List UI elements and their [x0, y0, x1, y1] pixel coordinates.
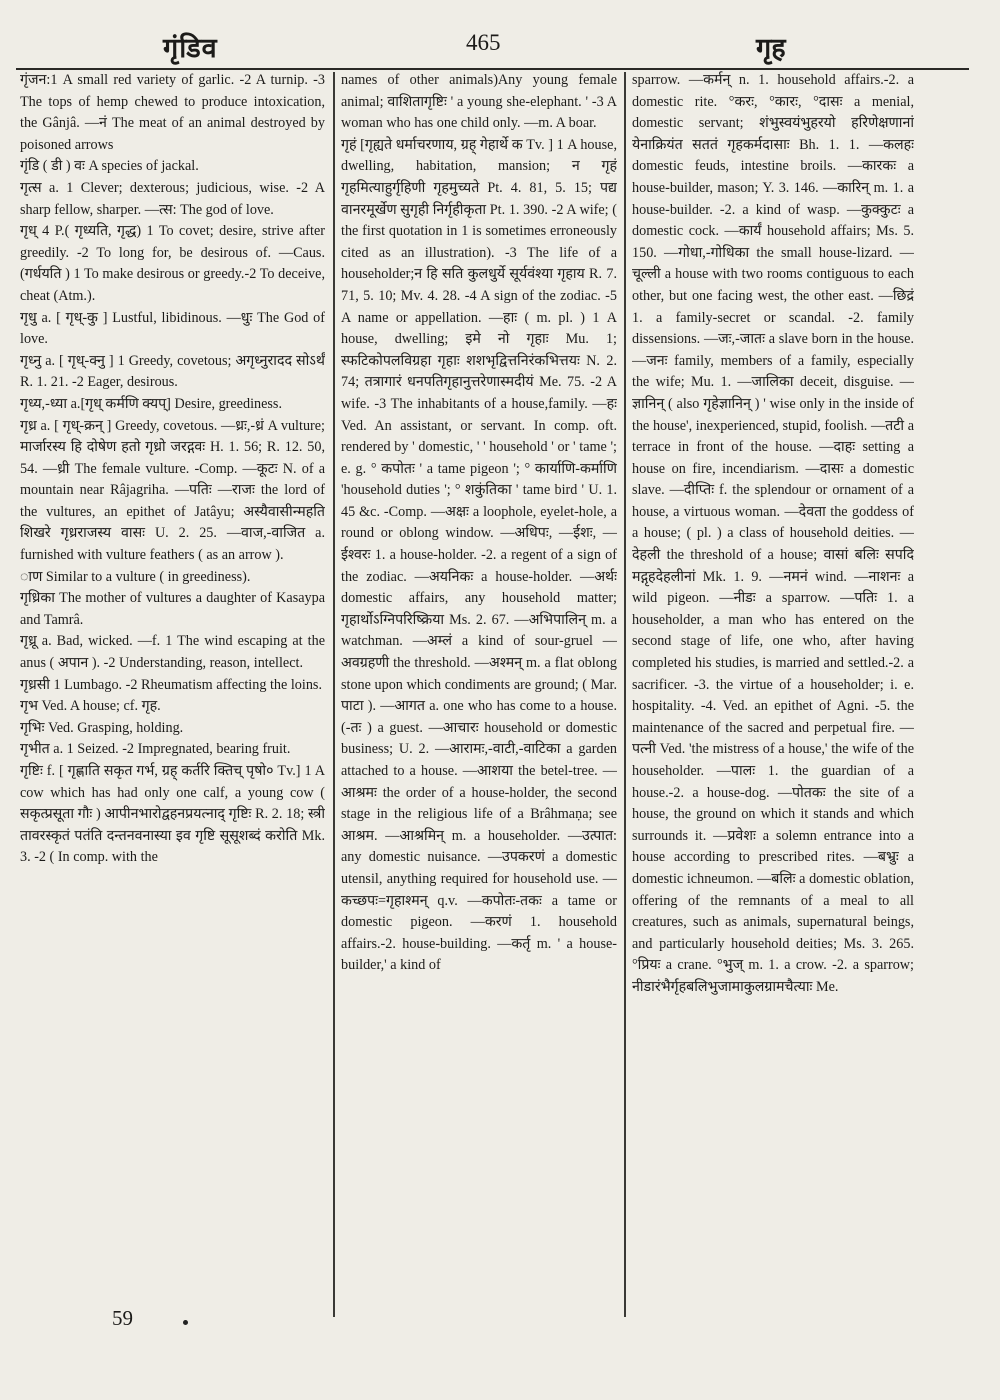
dictionary-entry: गृंडि ( डी ) वः A species of jackal. [20, 158, 199, 175]
footer-dot [183, 1320, 188, 1325]
dictionary-entry: गृध्र a. [ गृध्-क्रन् ] Greedy, covetous. —ध्रः,-ध्रं A vulture; मार्जारस्य हि दोषेण हतो गृध्रो जरद्गवः H. 1. 56; R. 12. 50, 54. —ध्री The female vulture. -Comp. —कूटः N. of a mountain near Râjagriha. —पतिः —राजः the lord of the vultures, an epithet of Jatâyu; अस्यैवासीन्महति शिखरे गृध्रराजस्य वासः U. 2. 25. —वाज,-वाजित a. furnished with vulture feathers ( as an arrow ). [20, 417, 325, 564]
column-divider-2 [624, 72, 626, 1317]
dictionary-entry: गृध्रू a. Bad, wicked. —f. 1 The wind escaping at the anus ( अपान ). -2 Understanding, reason, intellect. [20, 633, 325, 672]
dictionary-entry: गृहं [गृह्यते धर्माचरणाय, ग्रह् गेहार्थे क Tv. ] 1 A house, dwelling, habitation, mansion; न गृहं गृहमित्याहुर्गृहिणी गृहमुच्यते Pt. 4. 81, 5. 15; पद्य वानरमूर्खेण सुगृही निर्गृहीकृता Pt. 1. 390. -2 A wife; ( the first quotation in 1 is sometimes erroneously cited as an illustration). -3 The life of a householder;न हि सति कुलधुर्ये सूर्यवंश्या गृहाय R. 7. 71, 5. 10; Mv. 4. 28. -4 A sign of the zodiac. -5 A name or appellation. —हाः ( m. pl. ) 1 A house, dwelling; इमे नो गृहाः Mu. 1; स्फटिकोपलविग्रहा गृहाः शशभृद्वित्तनिरंकभित्तयः N. 2. 74; तत्रागारं धनपतिगृहानुत्तरेणास्मदीयं Me. 75. -2 A wife. -3 The inhabitants of a house,family. —हः Ved. An assistant, or servant. In comp. oft. rendered by ' domestic, ' ' household ' or ' tame '; e. g. ° कपोतः ' a tame pigeon '; ° कार्याणि-कर्माणि 'household duties '; ° शकुंतिका ' tame bird ' U. 1. 45 &c. -Comp. —अक्षः a loophole, eyelet-hole, a round or oblong window. —अधिपः, —ईशः, —ईश्वरः 1. a house-holder. -2. a regent of a sign of the zodiac. —अयनिकः a house-holder. —अर्थः domestic affairs, any household matter; गृहार्थोऽग्निपरिष्क्रिया Ms. 2. 67. —अभिपालिन् m. a watchman. —अम्लं a kind of sour-gruel —अवग्रहणी the threshold. —अश्मन् m. a flat oblong stone upon which condiments are ground; ( Mar. पाटा ). —आगत a. one who has come to a house. (-तः ) a guest. —आचारः household or domestic business; U. 2. —आरामः,-वाटी,-वाटिका a garden attached to a house. —आशया the betel-tree. —आश्रमः the order of a house-holder, the second stage in the religious life of a Brâhmaṇa; see आश्रम. —आश्रमिन् m. a householder. —उत्पात: any domestic nuisance. —उपकरणं a domestic utensil, anything required for household use. —कच्छपः=गृहाश्मन् q.v. —कपोतः-तकः a tame or domestic pigeon. —करणं 1. household affairs.-2. house-building. —कर्तृ m. ' a house-builder,' a kind of [341, 136, 617, 974]
dictionary-entry: गृधु a. [ गृध्-कु ] Lustful, libidinous. —धुः The God of love. [20, 309, 325, 348]
dictionary-entry: गृध्रसी 1 Lumbago. -2 Rheumatism affecting the loins. [20, 676, 322, 693]
dictionary-entry: गृभीत a. 1 Seized. -2 Impregnated, bearing fruit. [20, 741, 291, 758]
header-left-guideword: गृंडिव [163, 33, 218, 64]
dictionary-entry: गृंजन:1 A small red variety of garlic. -2 A turnip. -3 The tops of hemp chewed to produce intoxication, the Gânjâ. —नं The meat of an animal destroyed by poisoned arrows [20, 72, 325, 153]
column-divider-1 [333, 72, 335, 1317]
column-3 [632, 70, 914, 1310]
page-number: 465 [466, 30, 501, 55]
dictionary-entry: sparrow. —कर्मन् n. 1. household affairs.-2. a domestic rite. °करः, °कारः, °दासः a menial, domestic servant; शंभुस्वयंभुहरयो हरिणेक्षणानां येनाक्रियंत सततं गृहकर्मदासाः Bh. 1. 1. —कलहः domestic feuds, intestine broils. —कारकः a house-builder, mason; Y. 3. 146. —कारिन् m. 1. a house-builder. -2. a kind of wasp. —कुक्कुटः a domestic cock. —कार्यं household affairs; Ms. 5. 150. —गोधा,-गोधिका the small house-lizard. —चूल्ली a house with two rooms contiguous to each other, but one facing west, the other east. —छिद्रं 1. a family-secret or scandal. -2. family dissensions. —जः,-जातः a slave born in the house. —जनः family, members of a family, especially the wife; Mu. 1. —जालिका deceit, disguise. —ज्ञानिन् ( also गृहेज्ञानिन् ) ' wise only in the inside of the house', inexperienced, stupid, foolish. —तटी a terrace in front of the house. —दाहः setting a house on fire, incendiarism. —दासः a domestic slave. —दीप्तिः f. the splendour or ornament of a house, a virtuous woman. —देवता the goddess of a house; ( pl. ) a class of household deities. —देहली the threshold of a house; वासां बलिः सपदि मद्गृहदेहलीनां Mk. 1. 9. —नमनं wind. —नाशनः a wild pigeon. —नीडः a sparrow. —पतिः 1. a householder, a man who has entered on the second stage of life, one who, after having completed his studies, is married and settled.-2. a sacrificer. -3. the virtue of a householder; i. e. hospitality. -4. Ved. an epithet of Agni. -5. the maintenance of the sacred and perpetual fire. —पत्नी Ved. 'the mistress of a house,' the wife of the householder. —पालः 1. the guardian of a house.-2. a house-dog. —पोतकः the site of a house, the ground on which it stands and which surrounds it. —प्रवेशः a solemn entrance into a house according to prescribed rites. —बभ्रुः a domestic ichneumon. —बलिः a domestic oblation, offering of the remnants of a meal to all creatures, such as animals, supernatural beings, and particularly household deities; Ms. 3. 265. °प्रियः a crane. °भुज् m. 1. a crow. -2. a sparrow; नीडारंभैर्गृहबलिभुजामाकुलग्रामचैत्याः Me. [632, 72, 914, 995]
dictionary-entry: गृभ Ved. A house; cf. गृह. [20, 698, 161, 715]
column-1 [20, 70, 325, 1310]
dictionary-entry: गृष्टिः f. [ गृह्णाति सकृत गर्भ, ग्रह् कर्तरि क्तिच् पृषो० Tv.] 1 A cow which has had only one calf, a young cow ( सकृत्प्रसूता गौः ) आपीनभारोद्वहनप्रयत्नाद् गृष्टिः R. 2. 18; स्त्री तावरस्कृतं पतंति दन्तनवनास्या इव गृष्टि सूसूशब्दं करोति Mk. 3. -2 ( In comp. with the [20, 763, 325, 866]
dictionary-entry: गृध्नु a. [ गृध्-क्नु ] 1 Greedy, covetous; अगृध्नुरादद सोऽर्थं R. 1. 21. -2 Eager, desirous. [20, 352, 325, 391]
column-2 [341, 70, 617, 1310]
dictionary-entry: गृध्य,-ध्या a.[गृध् कर्मणि क्यप्] Desire, greediness. [20, 395, 282, 412]
dictionary-entry: गृत्स a. 1 Clever; dexterous; judicious, wise. -2 A sharp fellow, sharper. —त्स: The god of love. [20, 179, 325, 218]
dictionary-entry: names of other animals)Any young female animal; वाशितागृष्टिः ' a young she-elephant. ' -3 A woman who has one child only. —m. A boar. [341, 72, 617, 132]
dictionary-entry: ाण Similar to a vulture ( in greediness). [20, 568, 251, 585]
dictionary-entry: गृध्रिका The mother of vultures a daughter of Kasaypa and Tamrâ. [20, 590, 325, 628]
dictionary-entry: गृभिः Ved. Grasping, holding. [20, 719, 184, 736]
signature-mark: 59 [112, 1306, 133, 1330]
header-right-guideword: गृह [756, 33, 786, 64]
dictionary-entry: गृध् 4 P.( गृध्यति, गृद्ध) 1 To covet; desire, strive after greedily. -2 To long for, be desirous of. —Caus. (गर्धयति ) 1 To make desirous or greedy.-2 To deceive, cheat (Atm.). [20, 223, 325, 304]
